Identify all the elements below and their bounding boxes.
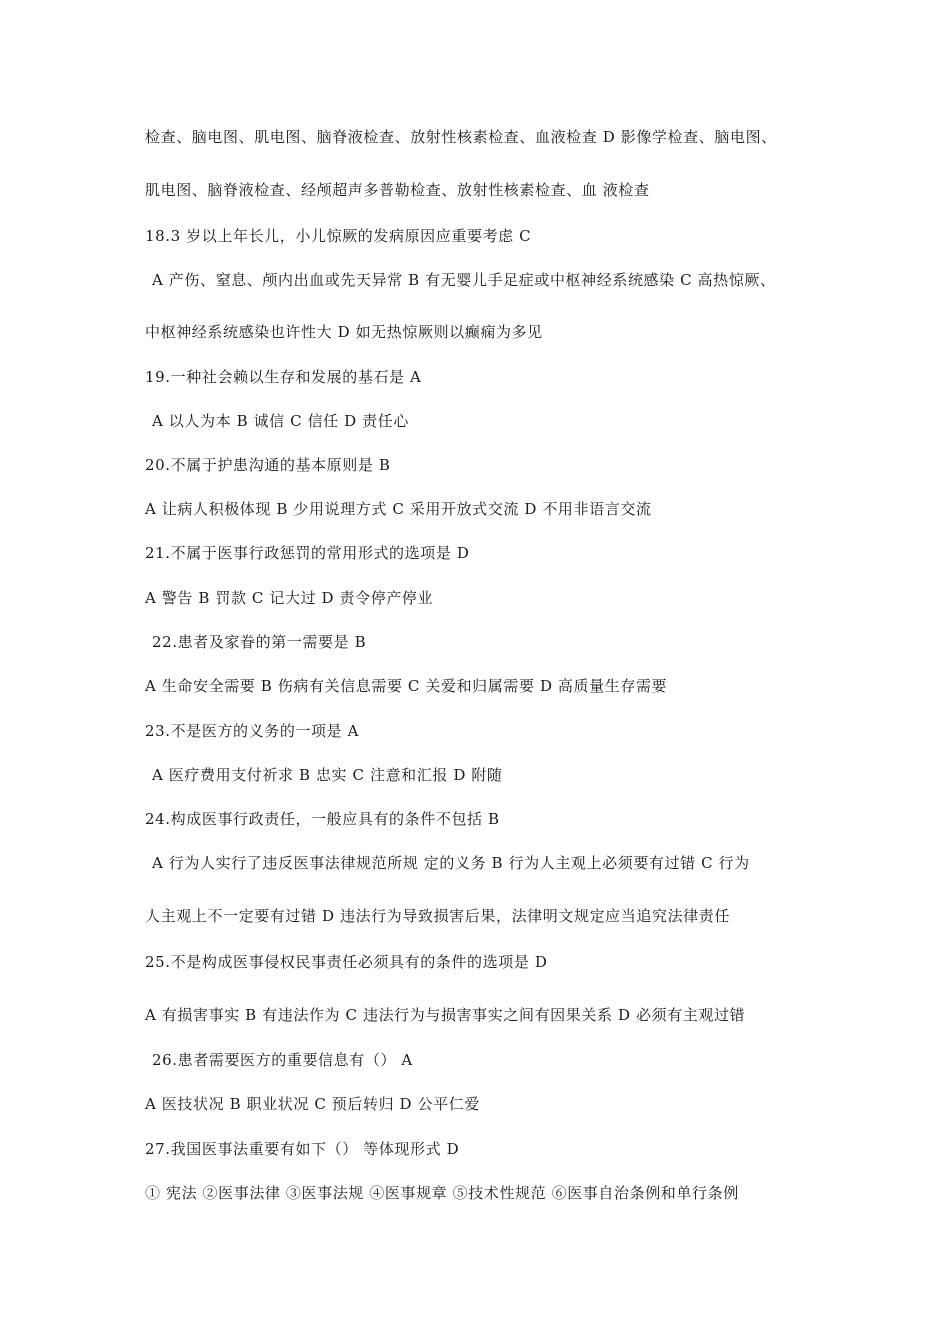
question-19: 19.一种社会赖以生存和发展的基石是 A (145, 368, 422, 386)
options-27: ① 宪法 ②医事法律 ③医事法规 ④医事规章 ⑤技术性规范 ⑥医事自治条例和单行条例 (145, 1184, 739, 1202)
options-25: A 有损害事实 B 有违法作为 C 违法行为与损害事实之间有因果关系 D 必须有主观过错 (145, 1006, 746, 1024)
text-line: 肌电图、脑脊液检查、经颅超声多普勒检查、放射性核素检查、血 液检查 (145, 181, 650, 199)
text-line: 人主观上不一定要有过错 D 违法行为导致损害后果，法律明文规定应当追究法律责任 (145, 907, 730, 925)
options-24: A 行为人实行了违反医事法律规范所规 定的义务 B 行为人主观上必须要有过错 C 行为 (152, 854, 750, 872)
question-20: 20.不属于护患沟通的基本原则是 B (145, 456, 391, 474)
question-21: 21.不属于医事行政惩罚的常用形式的选项是 D (145, 544, 470, 562)
options-19: A 以人为本 B 诚信 C 信任 D 责任心 (152, 412, 409, 430)
question-22: 22.患者及家眷的第一需要是 B (152, 633, 367, 651)
options-26: A 医技状况 B 职业状况 C 预后转归 D 公平仁爱 (145, 1095, 480, 1113)
question-18: 18.3 岁以上年长儿，小儿惊厥的发病原因应重要考虑 C (145, 227, 532, 245)
question-26: 26.患者需要医方的重要信息有（） A (152, 1051, 413, 1069)
options-23: A 医疗费用支付祈求 B 忠实 C 注意和汇报 D 附随 (152, 766, 503, 784)
options-18: A 产伤、窒息、颅内出血或先天异常 B 有无婴儿手足症或中枢神经系统感染 C 高热惊厥、 (152, 271, 776, 289)
options-22: A 生命安全需要 B 伤病有关信息需要 C 关爱和归属需要 D 高质量生存需要 (145, 677, 668, 695)
question-24: 24.构成医事行政责任，一般应具有的条件不包括 B (145, 810, 500, 828)
text-line: 检查、脑电图、肌电图、脑脊液检查、放射性核素检查、血液检查 D 影像学检查、脑电图、 (145, 128, 777, 146)
question-27: 27.我国医事法重要有如下（） 等体现形式 D (145, 1140, 460, 1158)
question-25: 25.不是构成医事侵权民事责任必须具有的条件的选项是 D (145, 953, 548, 971)
question-23: 23.不是医方的义务的一项是 A (145, 722, 360, 740)
text-line: 中枢神经系统感染也许性大 D 如无热惊厥则以癫痫为多见 (145, 323, 543, 341)
options-20: A 让病人积极体现 B 少用说理方式 C 采用开放式交流 D 不用非语言交流 (145, 500, 652, 518)
options-21: A 警告 B 罚款 C 记大过 D 责令停产停业 (145, 589, 434, 607)
